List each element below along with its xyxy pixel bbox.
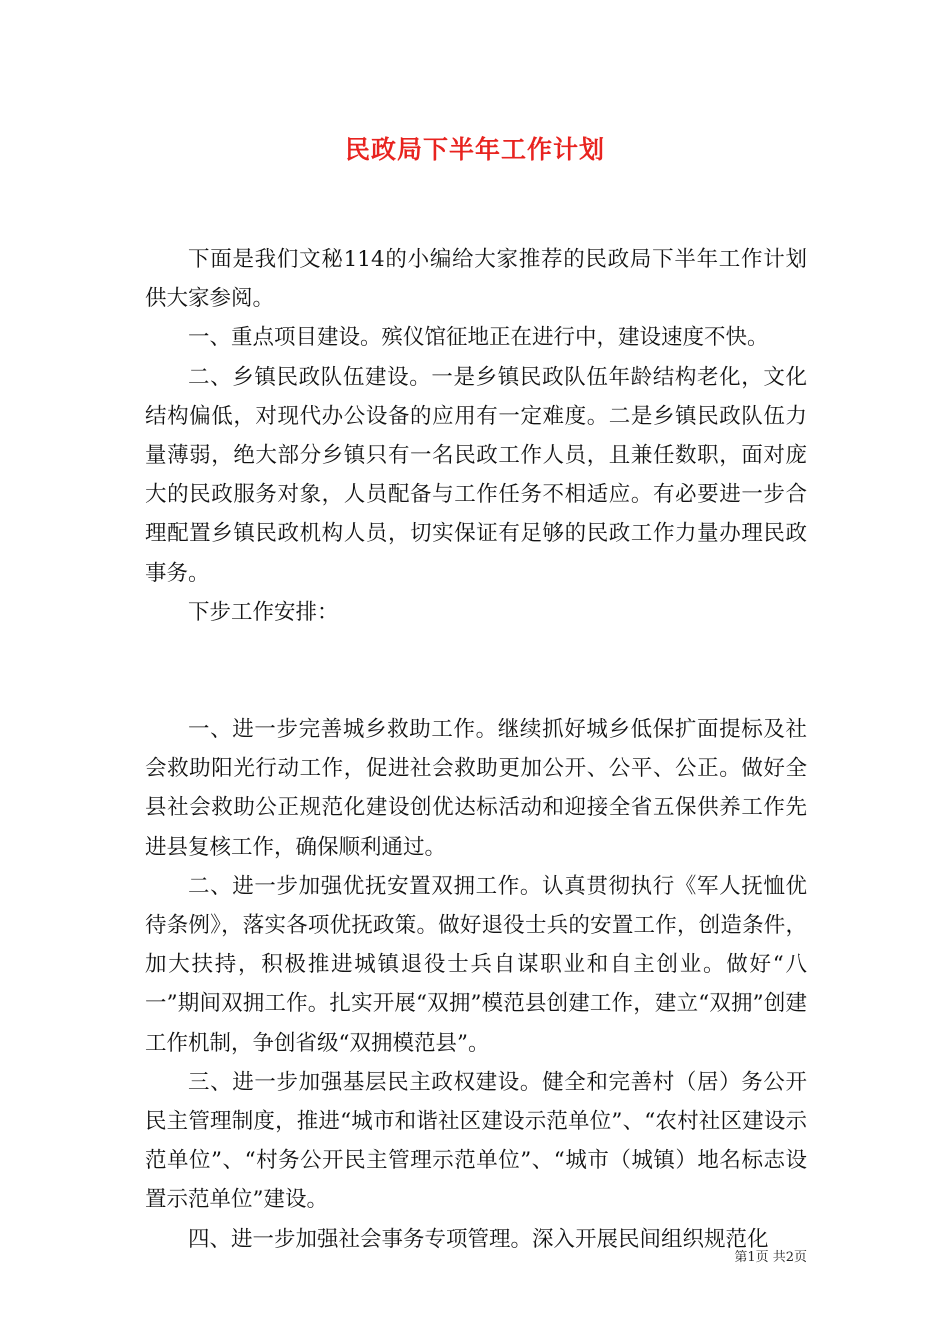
paragraph-next-steps-heading: 下步工作安排： bbox=[188, 599, 339, 625]
paragraph-social-affairs: 四、进一步加强社会事务专项管理。深入开展民间组织规范化 bbox=[188, 1226, 769, 1252]
page-number: 第1页 共2页 bbox=[734, 1250, 807, 1265]
paragraph-urban-rural-relief: 一、进一步完善城乡救助工作。继续抓好城乡低保扩面提标及社会救助阳光行动工作，促进社会救助更加公开、公平、公正。做好全县社会救助公正规范化建设创优达标活动和迎接全省五保供养工作先进县复核工作，确保顺利通过。 bbox=[145, 717, 807, 860]
document-title: 民政局下半年工作计划 bbox=[344, 135, 605, 164]
paragraph-intro: 下面是我们文秘114的小编给大家推荐的民政局下半年工作计划供大家参阅。 bbox=[145, 247, 807, 312]
paragraph-grassroots-democracy: 三、进一步加强基层民主政权建设。健全和完善村（居）务公开民主管理制度，推进“城市和谐社区建设示范单位”、“农村社区建设示范单位”、“村务公开民主管理示范单位”、“城市（城镇）地名标志设置示范单位”建设。 bbox=[145, 1069, 807, 1213]
paragraph-township-team: 二、乡镇民政队伍建设。一是乡镇民政队伍年龄结构老化，文化结构偏低，对现代办公设备的应用有一定难度。二是乡镇民政队伍力量薄弱，绝大部分乡镇只有一名民政工作人员，且兼任数职，面对庞大的民政服务对象，人员配备与工作任务不相适应。有必要进一步合理配置乡镇民政机构人员，切实保证有足够的民政工作力量办理民政事务。 bbox=[145, 364, 807, 586]
section-gap bbox=[145, 632, 807, 710]
paragraph-key-projects: 一、重点项目建设。殡仪馆征地正在进行中，建设速度不快。 bbox=[188, 325, 769, 351]
paragraph-veterans-support: 二、进一步加强优抚安置双拥工作。认真贯彻执行《军人抚恤优待条例》，落实各项优抚政策。做好退役士兵的安置工作，创造条件，加大扶持，积极推进城镇退役士兵自谋职业和自主创业。做好“八一”期间双拥工作。扎实开展“双拥”模范县创建工作，建立“双拥”创建工作机制，争创省级“双拥模范县”。 bbox=[145, 873, 807, 1056]
document-body bbox=[145, 240, 807, 1259]
